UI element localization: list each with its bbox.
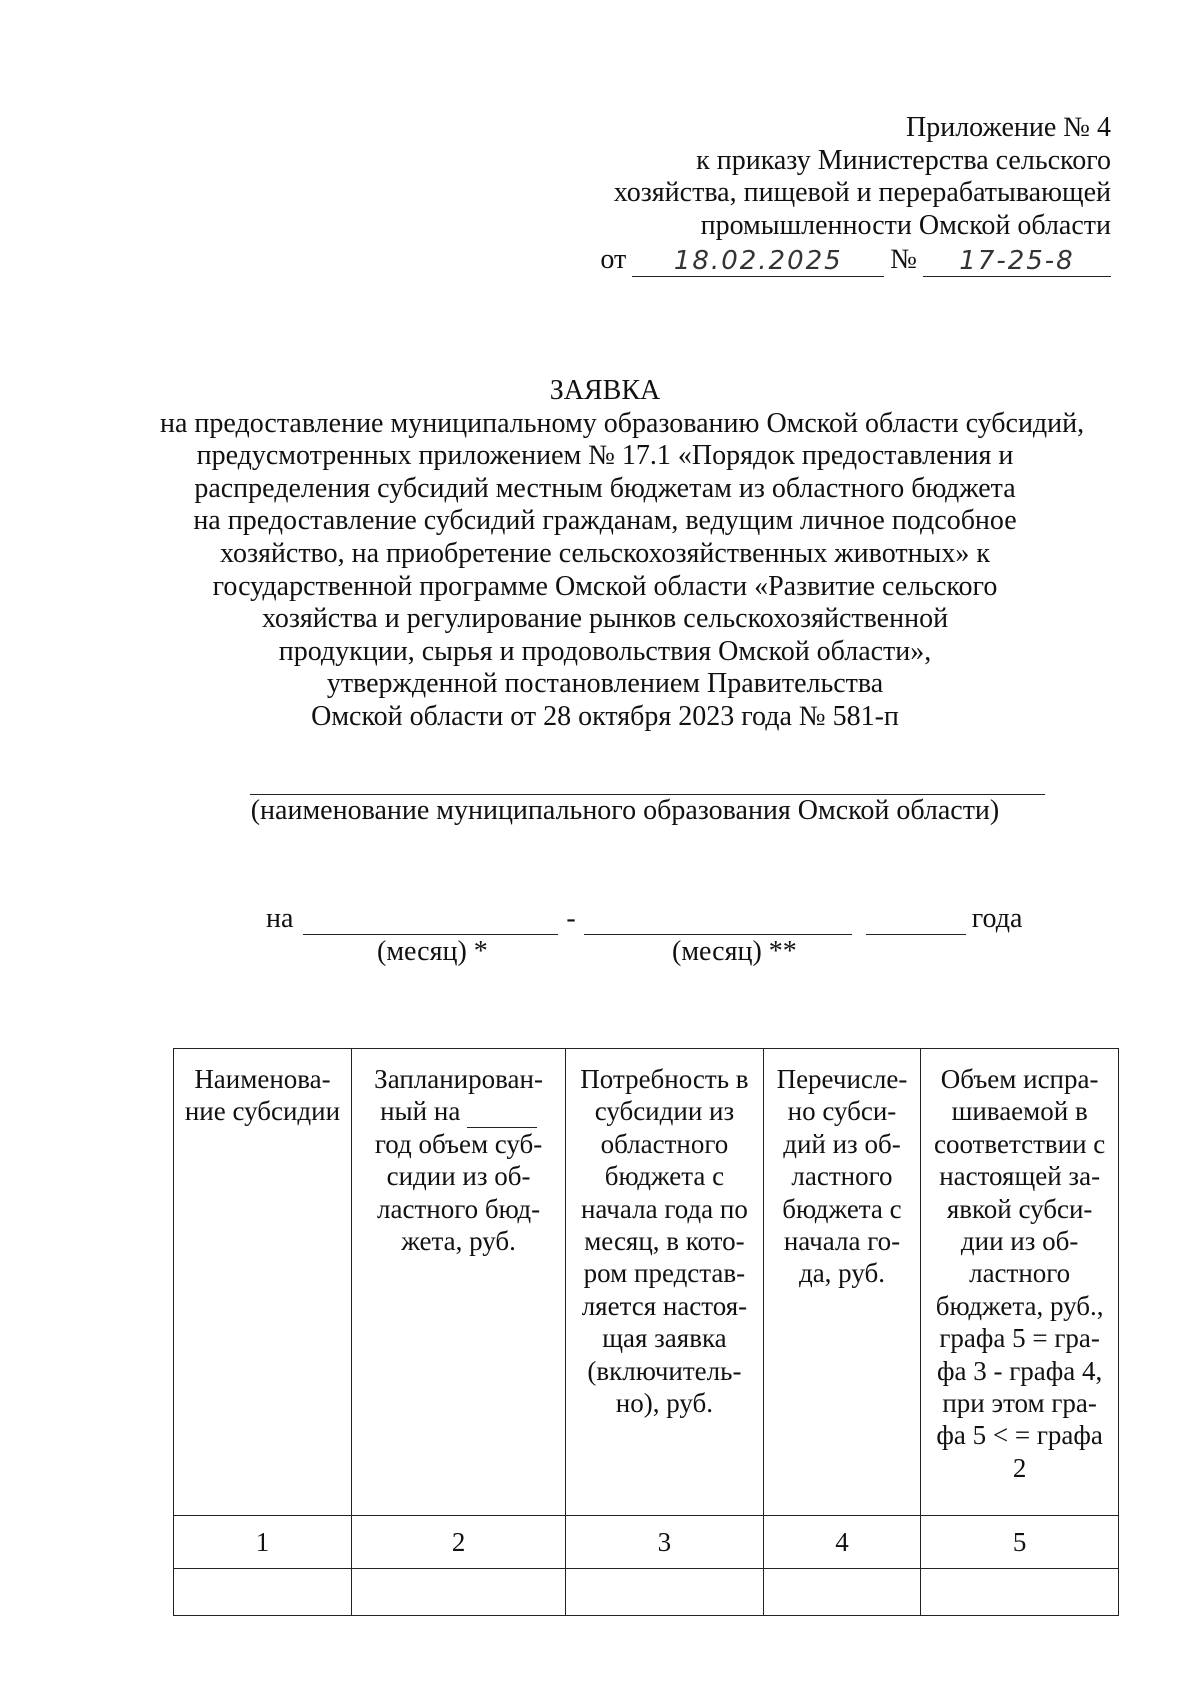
header-text: графа 5 = гра- [939,1323,1100,1354]
column-number-row [174,1516,1119,1569]
header-text: бюджета с [604,1161,725,1192]
header-text: бюджета, руб., [935,1290,1104,1321]
period-line [266,903,1022,935]
header-text: да, руб. [798,1258,885,1289]
title-line: хозяйства и регулирование рынков сельскохозяйственной [261,603,949,635]
appendix-header [600,112,1111,277]
table-cell[interactable] [174,1569,352,1616]
header-text: ние субсидии [184,1096,341,1127]
subsidy-table [173,1048,1119,1616]
year-field[interactable] [866,906,966,935]
title-line: продукции, сырья и продовольствия Омской области», [278,635,932,667]
title-line: на предоставление субсидий гражданам, ведущим личное подсобное [193,505,1017,537]
title-line: распределения субсидий местным бюджетам из областного бюджета [194,472,1016,504]
header-text: начала го- [783,1226,901,1257]
municipality-caption: (наименование муниципального образования Омской области) [250,795,1000,826]
header-text: ластного бюд- [377,1193,541,1224]
header-text: Запланирован- [374,1064,543,1094]
header-text: сидии из об- [386,1161,531,1192]
table-row [174,1569,1119,1616]
application-heading: ЗАЯВКА [549,375,661,406]
header-text: соответствии с [933,1128,1106,1159]
header-text: щая заявка [602,1323,727,1354]
title-line: на предоставление муниципальному образованию Омской области субсидий, [160,407,1085,439]
order-date-number-line [600,244,1111,277]
period-prefix: на [266,903,294,934]
table-cell[interactable] [566,1569,763,1616]
header-text: Наименова- [194,1064,331,1094]
header-text: жета, руб. [401,1226,516,1257]
header-requested-volume [921,1049,1119,1516]
header-text: (включитель- [587,1355,742,1386]
header-text: ляется настоя- [581,1290,748,1321]
header-text: ром представ- [583,1258,746,1289]
start-month-caption: (месяц) * [377,936,488,967]
title-line: государственной программе Омской области «Развитие сельского [212,570,998,602]
number-label: № [890,244,917,275]
column-number: 3 [566,1516,763,1569]
header-text: дии из об- [960,1226,1079,1257]
year-inline-blank[interactable] [467,1103,537,1128]
header-text: при этом гра- [942,1388,1097,1419]
table-cell[interactable] [921,1569,1119,1616]
header-text: областного [600,1128,729,1159]
header-text: ный на [380,1096,461,1127]
column-number: 2 [351,1516,565,1569]
header-text: фа 5 < = графа [936,1420,1103,1451]
title-line: хозяйство, на приобретение сельскохозяйственных животных» к [220,537,990,569]
header-text: год объем суб- [374,1128,543,1159]
start-month-field[interactable] [303,906,558,935]
period-suffix: года [971,903,1023,934]
application-title [160,375,1085,734]
appendix-order-ref: к приказу Министерства сельского [696,144,1111,176]
header-text: бюджета с [782,1193,902,1224]
appendix-ministry: хозяйства, пищевой и перерабатывающей [613,177,1111,208]
table-header-row [174,1049,1119,1516]
header-planned-volume [351,1049,565,1516]
column-number: 1 [174,1516,352,1569]
header-text: начала года по [580,1193,748,1224]
header-text: но), руб. [615,1388,714,1419]
header-text: 2 [1012,1452,1027,1483]
header-text: настоящей за- [939,1161,1101,1192]
header-text: шиваемой в [951,1096,1088,1127]
title-line: утвержденной постановлением Правительства [326,668,884,700]
header-text: Перечисле- [776,1064,908,1094]
title-line: Омской области от 28 октября 2023 года № 581-п [311,700,899,732]
header-text: явкой субси- [946,1193,1093,1224]
header-text: Потребность в [580,1064,749,1094]
header-text: фа 3 - графа 4, [937,1355,1103,1386]
table-cell[interactable] [351,1569,565,1616]
end-month-caption: (месяц) ** [672,936,797,967]
appendix-region: промышленности Омской области [700,209,1111,241]
title-line: предусмотренных приложением № 17.1 «Порядок предоставления и [196,440,1014,472]
header-text: субсидии из [594,1096,735,1127]
header-demand [566,1049,763,1516]
handwritten-date: 18.02.2025 [632,246,884,277]
header-text: дий из об- [783,1128,901,1159]
header-text: Объем испра- [940,1064,1099,1094]
appendix-number: Приложение № 4 [906,112,1111,143]
header-subsidy-name [174,1049,352,1516]
column-number: 5 [921,1516,1119,1569]
table-cell[interactable] [763,1569,921,1616]
from-label: от [600,244,627,275]
handwritten-number: 17-25-8 [923,246,1111,277]
header-text: месяц, в кото- [584,1226,745,1257]
header-text-with-blank [356,1095,561,1127]
header-transferred [763,1049,921,1516]
header-text: ластного [791,1161,893,1192]
end-month-field[interactable] [584,906,852,935]
column-number: 4 [763,1516,921,1569]
period-dash: - [566,903,576,934]
header-text: но субси- [787,1096,897,1127]
header-text: ластного [969,1258,1071,1289]
